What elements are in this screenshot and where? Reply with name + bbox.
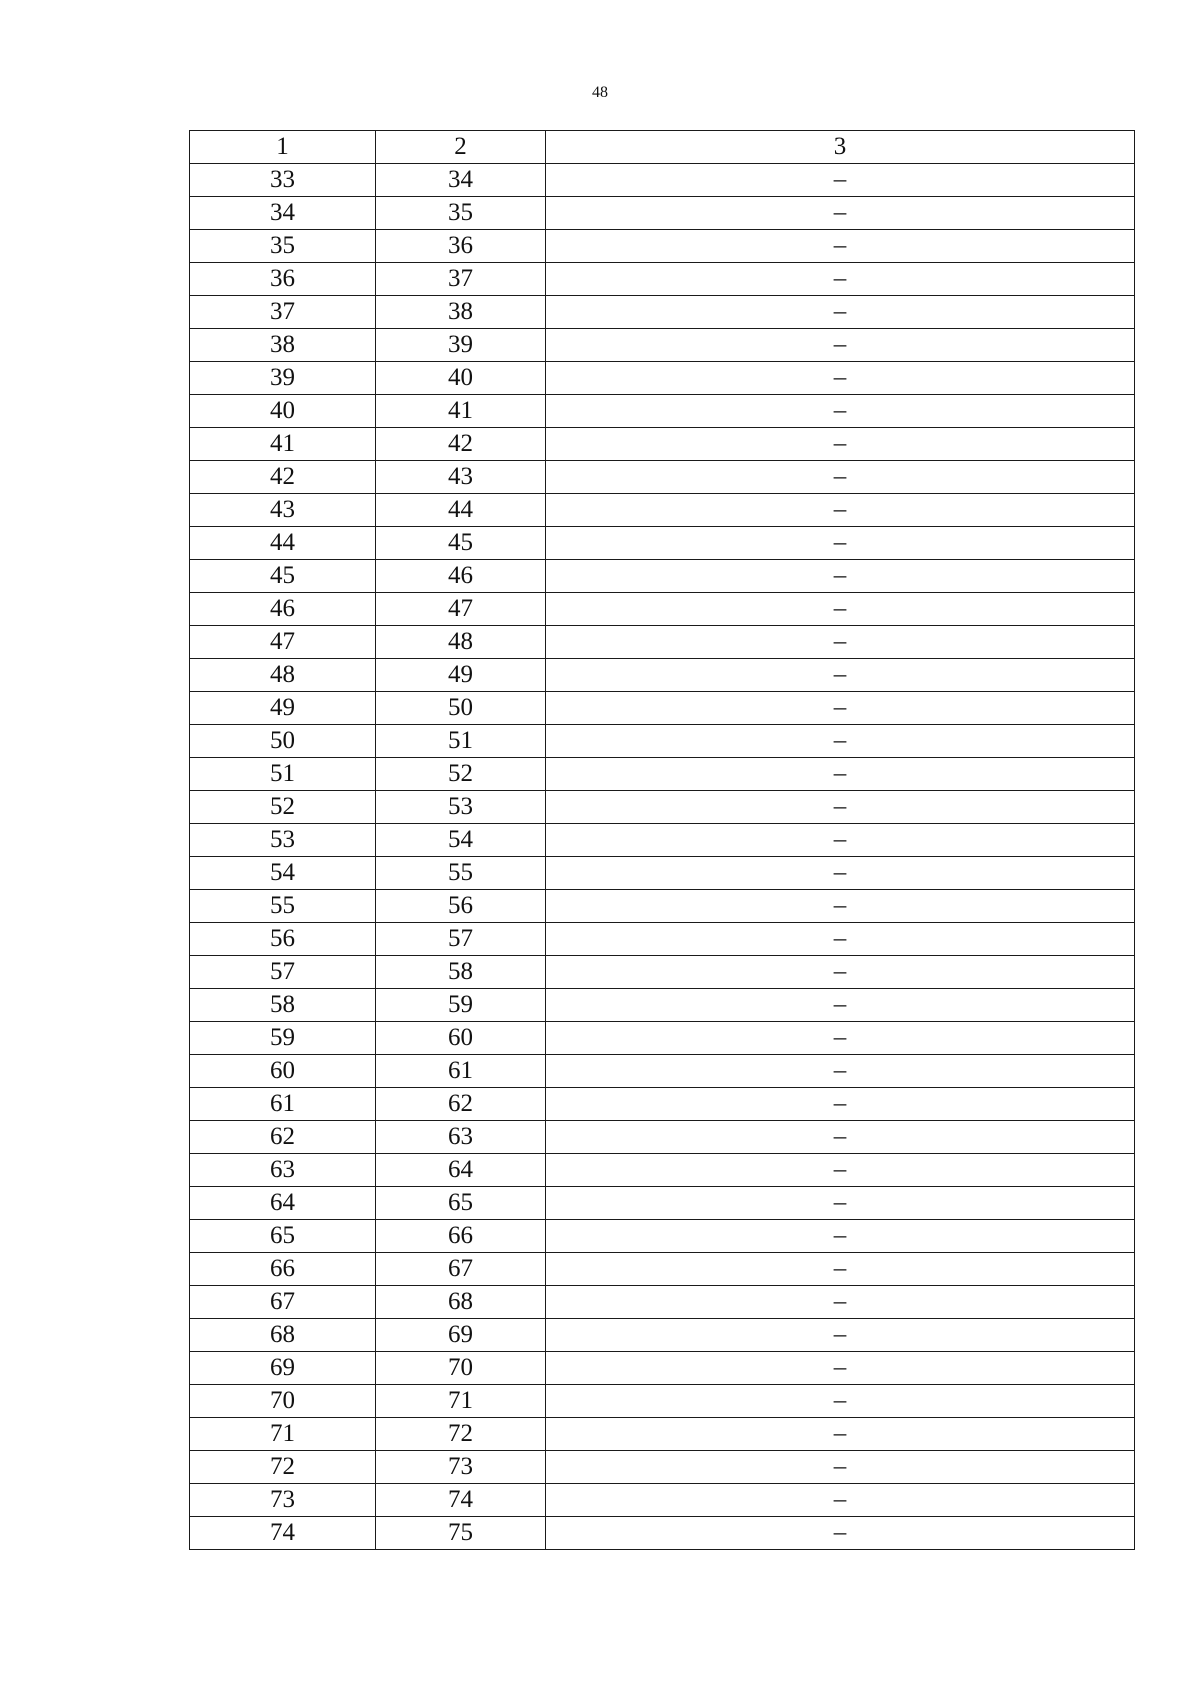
table-row: [190, 1220, 1135, 1253]
table-cell-col-1: 40: [190, 395, 376, 428]
table-cell-col-1: 73: [190, 1484, 376, 1517]
table-body: [190, 164, 1135, 1550]
table-cell-col-3: –: [546, 527, 1135, 560]
table-row: [190, 1319, 1135, 1352]
table-row: [190, 230, 1135, 263]
table-cell-col-3: –: [546, 626, 1135, 659]
table-row: [190, 494, 1135, 527]
table-cell-col-3: –: [546, 1517, 1135, 1550]
table-cell-col-3: –: [546, 362, 1135, 395]
table-cell-col-1: 48: [190, 659, 376, 692]
table-cell-col-2: 36: [376, 230, 546, 263]
table-cell-col-1: 74: [190, 1517, 376, 1550]
table-cell-col-3: –: [546, 1451, 1135, 1484]
table-cell-col-2: 46: [376, 560, 546, 593]
table-cell-col-2: 63: [376, 1121, 546, 1154]
table-cell-col-2: 57: [376, 923, 546, 956]
table-cell-col-1: 55: [190, 890, 376, 923]
table-cell-col-1: 67: [190, 1286, 376, 1319]
table-row: [190, 1055, 1135, 1088]
table-cell-col-1: 61: [190, 1088, 376, 1121]
table-cell-col-2: 66: [376, 1220, 546, 1253]
table-cell-col-1: 36: [190, 263, 376, 296]
table-cell-col-3: –: [546, 1319, 1135, 1352]
table-cell-col-3: –: [546, 824, 1135, 857]
table-cell-col-3: –: [546, 923, 1135, 956]
table-row: [190, 263, 1135, 296]
table-cell-col-2: 44: [376, 494, 546, 527]
table-cell-col-3: –: [546, 461, 1135, 494]
column-header-3: 3: [546, 131, 1135, 164]
table-cell-col-3: –: [546, 1187, 1135, 1220]
column-header-2: 2: [376, 131, 546, 164]
table-cell-col-2: 62: [376, 1088, 546, 1121]
table-cell-col-2: 72: [376, 1418, 546, 1451]
table-cell-col-2: 41: [376, 395, 546, 428]
table-cell-col-2: 54: [376, 824, 546, 857]
table-cell-col-2: 47: [376, 593, 546, 626]
table-row: [190, 824, 1135, 857]
table-cell-col-2: 74: [376, 1484, 546, 1517]
table-cell-col-1: 66: [190, 1253, 376, 1286]
table-cell-col-2: 64: [376, 1154, 546, 1187]
table-cell-col-3: –: [546, 1154, 1135, 1187]
table-cell-col-3: –: [546, 1484, 1135, 1517]
table-cell-col-1: 72: [190, 1451, 376, 1484]
table-cell-col-3: –: [546, 956, 1135, 989]
table-cell-col-1: 51: [190, 758, 376, 791]
table-cell-col-2: 69: [376, 1319, 546, 1352]
table-cell-col-1: 60: [190, 1055, 376, 1088]
table-cell-col-2: 53: [376, 791, 546, 824]
table-cell-col-3: –: [546, 329, 1135, 362]
table-cell-col-3: –: [546, 593, 1135, 626]
table-cell-col-3: –: [546, 725, 1135, 758]
table-cell-col-3: –: [546, 1418, 1135, 1451]
header-row: [190, 131, 1135, 164]
table-cell-col-2: 70: [376, 1352, 546, 1385]
table-cell-col-1: 62: [190, 1121, 376, 1154]
table-row: [190, 1484, 1135, 1517]
table-row: [190, 989, 1135, 1022]
table-cell-col-2: 59: [376, 989, 546, 1022]
table-row: [190, 626, 1135, 659]
table-row: [190, 1517, 1135, 1550]
table-cell-col-2: 67: [376, 1253, 546, 1286]
table-row: [190, 329, 1135, 362]
table-row: [190, 461, 1135, 494]
table-cell-col-3: –: [546, 494, 1135, 527]
table-row: [190, 1352, 1135, 1385]
table-cell-col-2: 34: [376, 164, 546, 197]
table-cell-col-1: 49: [190, 692, 376, 725]
table-row: [190, 923, 1135, 956]
table-row: [190, 1253, 1135, 1286]
table-cell-col-3: –: [546, 1088, 1135, 1121]
table-cell-col-3: –: [546, 197, 1135, 230]
table-row: [190, 395, 1135, 428]
table-cell-col-3: –: [546, 659, 1135, 692]
table-cell-col-2: 52: [376, 758, 546, 791]
table-cell-col-2: 43: [376, 461, 546, 494]
table-row: [190, 1088, 1135, 1121]
table-cell-col-1: 43: [190, 494, 376, 527]
table-row: [190, 527, 1135, 560]
table-cell-col-2: 51: [376, 725, 546, 758]
table-cell-col-2: 71: [376, 1385, 546, 1418]
table-cell-col-1: 64: [190, 1187, 376, 1220]
table-cell-col-3: –: [546, 890, 1135, 923]
table-cell-col-1: 58: [190, 989, 376, 1022]
table-row: [190, 1154, 1135, 1187]
table-cell-col-3: –: [546, 1055, 1135, 1088]
table-cell-col-1: 41: [190, 428, 376, 461]
table-row: [190, 791, 1135, 824]
table-cell-col-2: 73: [376, 1451, 546, 1484]
table-cell-col-3: –: [546, 1022, 1135, 1055]
table-cell-col-1: 39: [190, 362, 376, 395]
column-header-1: 1: [190, 131, 376, 164]
table-cell-col-2: 56: [376, 890, 546, 923]
table-cell-col-3: –: [546, 395, 1135, 428]
table-header: [190, 131, 1135, 164]
table-cell-col-1: 53: [190, 824, 376, 857]
table-cell-col-2: 42: [376, 428, 546, 461]
table-cell-col-3: –: [546, 164, 1135, 197]
table-cell-col-1: 69: [190, 1352, 376, 1385]
table-cell-col-2: 58: [376, 956, 546, 989]
data-table: [189, 130, 1135, 1550]
table-row: [190, 659, 1135, 692]
table-row: [190, 1286, 1135, 1319]
table-cell-col-2: 55: [376, 857, 546, 890]
table-cell-col-1: 56: [190, 923, 376, 956]
table-cell-col-1: 42: [190, 461, 376, 494]
table-row: [190, 164, 1135, 197]
table-cell-col-1: 57: [190, 956, 376, 989]
table-cell-col-1: 37: [190, 296, 376, 329]
table-cell-col-1: 70: [190, 1385, 376, 1418]
table-cell-col-1: 52: [190, 791, 376, 824]
table-cell-col-2: 39: [376, 329, 546, 362]
table-row: [190, 1121, 1135, 1154]
table-cell-col-1: 59: [190, 1022, 376, 1055]
table-cell-col-3: –: [546, 230, 1135, 263]
table-cell-col-2: 35: [376, 197, 546, 230]
table-row: [190, 1385, 1135, 1418]
table-cell-col-1: 68: [190, 1319, 376, 1352]
table-cell-col-2: 68: [376, 1286, 546, 1319]
table-cell-col-3: –: [546, 428, 1135, 461]
table-cell-col-1: 34: [190, 197, 376, 230]
table-cell-col-2: 50: [376, 692, 546, 725]
table-row: [190, 560, 1135, 593]
table-row: [190, 1451, 1135, 1484]
table-row: [190, 1418, 1135, 1451]
table-row: [190, 857, 1135, 890]
table-cell-col-1: 54: [190, 857, 376, 890]
table-cell-col-3: –: [546, 296, 1135, 329]
table-cell-col-3: –: [546, 1286, 1135, 1319]
table-cell-col-1: 33: [190, 164, 376, 197]
table-cell-col-3: –: [546, 758, 1135, 791]
table-row: [190, 1022, 1135, 1055]
table-row: [190, 1187, 1135, 1220]
table-row: [190, 956, 1135, 989]
table-cell-col-2: 60: [376, 1022, 546, 1055]
table-row: [190, 362, 1135, 395]
table-cell-col-2: 37: [376, 263, 546, 296]
table-cell-col-1: 71: [190, 1418, 376, 1451]
table-cell-col-1: 46: [190, 593, 376, 626]
table-row: [190, 593, 1135, 626]
table-cell-col-1: 35: [190, 230, 376, 263]
table-cell-col-2: 65: [376, 1187, 546, 1220]
table-cell-col-3: –: [546, 560, 1135, 593]
table-row: [190, 296, 1135, 329]
table-cell-col-2: 49: [376, 659, 546, 692]
table-cell-col-3: –: [546, 1220, 1135, 1253]
table-cell-col-2: 38: [376, 296, 546, 329]
table-cell-col-1: 63: [190, 1154, 376, 1187]
table-cell-col-2: 48: [376, 626, 546, 659]
table-row: [190, 725, 1135, 758]
table-row: [190, 197, 1135, 230]
table-cell-col-3: –: [546, 1385, 1135, 1418]
table-cell-col-2: 45: [376, 527, 546, 560]
table-cell-col-1: 65: [190, 1220, 376, 1253]
table-row: [190, 692, 1135, 725]
page-number: 48: [592, 84, 608, 101]
table-row: [190, 890, 1135, 923]
table-cell-col-1: 44: [190, 527, 376, 560]
table-cell-col-1: 50: [190, 725, 376, 758]
table-cell-col-3: –: [546, 989, 1135, 1022]
table-cell-col-3: –: [546, 1121, 1135, 1154]
table-cell-col-3: –: [546, 791, 1135, 824]
table-cell-col-3: –: [546, 1352, 1135, 1385]
table-cell-col-3: –: [546, 1253, 1135, 1286]
table-cell-col-2: 40: [376, 362, 546, 395]
table-cell-col-3: –: [546, 692, 1135, 725]
table-cell-col-3: –: [546, 263, 1135, 296]
table-cell-col-1: 47: [190, 626, 376, 659]
table-row: [190, 758, 1135, 791]
table-cell-col-1: 45: [190, 560, 376, 593]
table-cell-col-1: 38: [190, 329, 376, 362]
table-cell-col-2: 61: [376, 1055, 546, 1088]
table-cell-col-2: 75: [376, 1517, 546, 1550]
table-cell-col-3: –: [546, 857, 1135, 890]
table-row: [190, 428, 1135, 461]
